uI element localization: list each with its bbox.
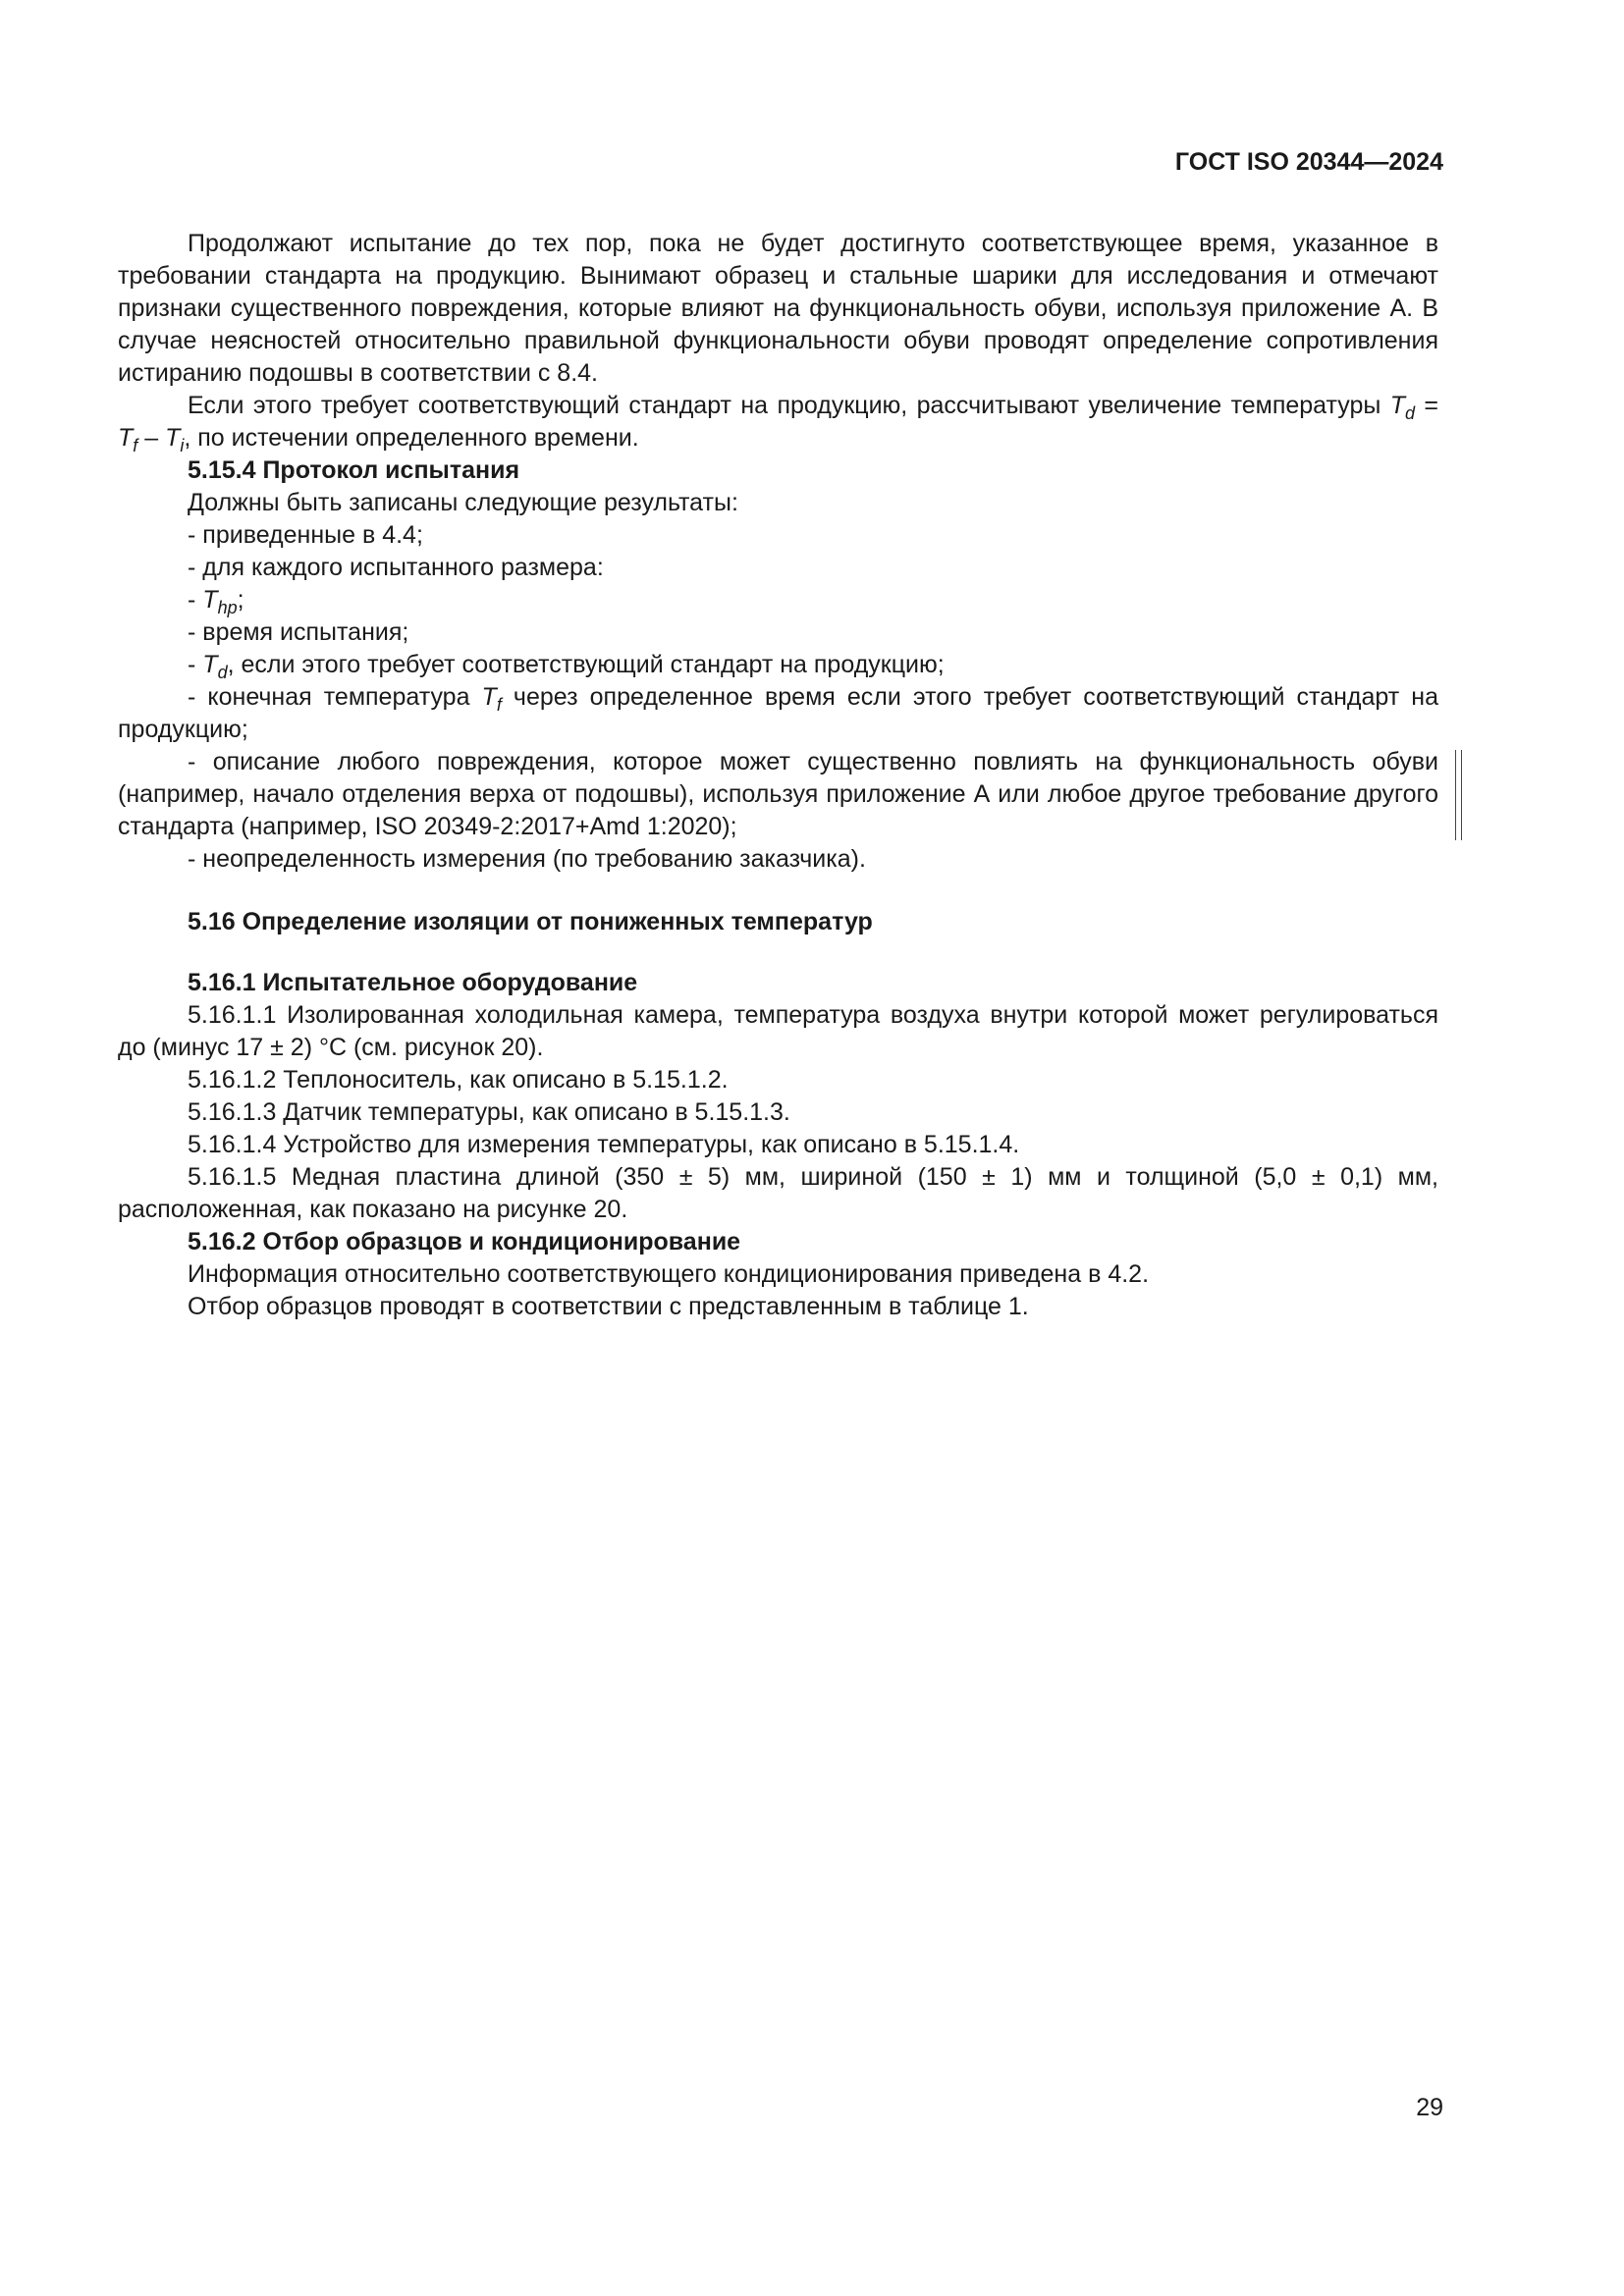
heading-5-16-2: 5.16.2 Отбор образцов и кондиционирование — [188, 1228, 741, 1255]
list-item: - конечная температура $T_f$ через определенное время если этого требует соответствующий стандарт на продукцию; — [118, 683, 1438, 743]
list-item: - $T_{hp}$; — [188, 586, 244, 617]
paragraph-sampling: Отбор образцов проводят в соответствии с представленным в таблице 1. — [188, 1293, 1029, 1320]
paragraph-test-continuation: Продолжают испытание до тех пор, пока не будет достигнуто соответствующее время, указанное в требовании стандарта на продукцию. Вынимают образец и стальные шарики для исследования и отмечают признаки существенного повреждения, которые влияют на функциональность обуви, используя приложение А. В случае неясностей относительно правильной функциональности обуви проводят определение сопротивления истиранию подошвы в соответствии с 8.4. — [118, 230, 1438, 387]
heading-5-16: 5.16 Определение изоляции от пониженных температур — [188, 908, 873, 935]
list-item: - неопределенность измерения (по требованию заказчика). — [188, 845, 866, 873]
paragraph-5-16-1-5: 5.16.1.5 Медная пластина длиной (350 ± 5) мм, шириной (150 ± 1) мм и толщиной (5,0 ± 0,1) мм, расположенная, как показано на рисунке 20. — [118, 1163, 1438, 1223]
heading-5-15-4: 5.15.4 Протокол испытания — [188, 456, 520, 484]
paragraph-5-16-1-3: 5.16.1.3 Датчик температуры, как описано в 5.15.1.3. — [188, 1098, 790, 1126]
list-item: - $T_d$, если этого требует соответствующий стандарт на продукцию; — [188, 651, 945, 682]
list-item-damage-description: - описание любого повреждения, которое может существенно повлиять на функциональность обуви (например, начало отделения верха от подошвы), используя приложение А или любое другое требование другого стандарта (например, ISO 20349-2:2017+Amd 1:2020); — [118, 746, 1438, 843]
paragraph-5-16-1-1: 5.16.1.1 Изолированная холодильная камера, температура воздуха внутри которой может регулироваться до (минус 17 ± 2) °С (см. рисунок 20). — [118, 1001, 1438, 1061]
protocol-intro: Должны быть записаны следующие результаты: — [188, 489, 738, 516]
document-header: ГОСТ ISO 20344—2024 — [1174, 148, 1443, 176]
page-number: 29 — [1416, 2094, 1443, 2121]
change-marker — [1455, 750, 1462, 840]
paragraph-5-16-1-2: 5.16.1.2 Теплоноситель, как описано в 5.15.1.2. — [188, 1066, 729, 1094]
list-item: - время испытания; — [188, 618, 409, 646]
paragraph-conditioning: Информация относительно соответствующего кондиционирования приведена в 4.2. — [188, 1260, 1150, 1288]
list-item: - приведенные в 4.4; — [188, 521, 423, 549]
list-item: - для каждого испытанного размера: — [188, 554, 604, 581]
paragraph-temperature-increase: Если этого требует соответствующий стандарт на продукцию, рассчитывают увеличение температуры $T_d = T_f - T_i$, по истечении определенного времени. — [118, 392, 1438, 455]
document-body — [118, 228, 1438, 1323]
paragraph-5-16-1-4: 5.16.1.4 Устройство для измерения температуры, как описано в 5.15.1.4. — [188, 1131, 1020, 1158]
heading-5-16-1: 5.16.1 Испытательное оборудование — [188, 969, 638, 996]
